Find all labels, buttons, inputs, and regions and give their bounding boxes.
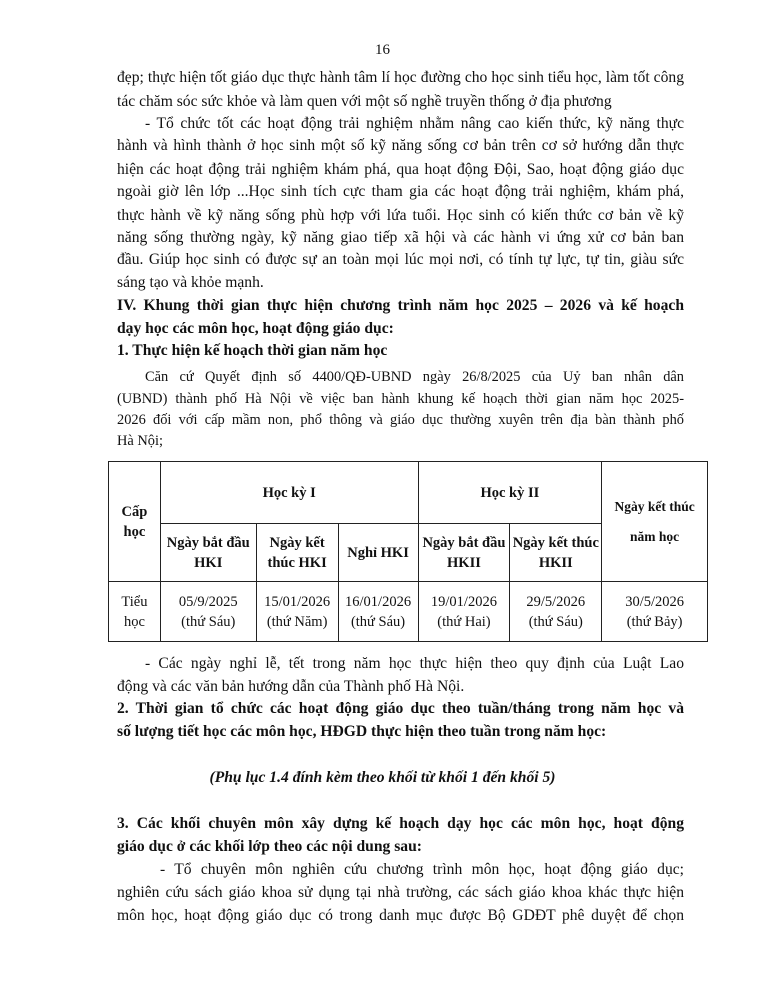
cell-date: 05/9/2025: [178, 593, 238, 610]
cell-date: 19/01/2026: [430, 593, 497, 610]
body-line: 2026 đối với cấp mầm non, phổ thông và giáo dục thường xuyên trên địa bàn thành phố: [117, 412, 684, 428]
cell-date: 30/5/2026: [625, 593, 684, 610]
header-start-hk2: Ngày bắt đầu HKII: [418, 524, 510, 582]
table-cell: [160, 582, 256, 642]
cell-day: (thứ Hai): [437, 613, 491, 630]
cell-day: (thứ Sáu): [350, 613, 406, 630]
header-break-hk1: Nghỉ HKI: [338, 524, 418, 582]
table-cell: [510, 582, 602, 642]
body-line: sáng tạo và khỏe mạnh.: [117, 274, 264, 291]
header-end-hk2: Ngày kết thúc HKII: [510, 524, 602, 582]
body-line: - Tổ chuyên môn nghiên cứu chương trình môn học, hoạt động giáo dục;: [160, 861, 684, 878]
body-line: thực hành về kỹ năng sống phù hợp với lứa tuổi. Học sinh có kiến thức cơ bản về kỹ: [117, 207, 684, 224]
body-line: hiện các hoạt động trải nghiệm khám phá, qua hoạt động Đội, Sao, hoạt động giáo dục: [117, 161, 684, 178]
header-hoc-ky-2: Học kỳ II: [418, 462, 602, 524]
header-end-of-year: Ngày kết thúc năm học: [602, 462, 708, 582]
school-year-schedule-table: [108, 461, 708, 642]
header-hoc-ky-1: Học kỳ I: [160, 462, 418, 524]
cell-date: 16/01/2026: [345, 593, 412, 610]
cell-date: 29/5/2026: [526, 593, 586, 610]
table-cell-cap-hoc: Tiểu học: [109, 582, 161, 642]
table-cell: [338, 582, 418, 642]
header-cap-hoc: Cấp học: [109, 462, 161, 582]
cell-day: (thứ Bảy): [626, 613, 683, 630]
body-line: Hà Nội;: [117, 433, 163, 449]
table-cell: [256, 582, 338, 642]
page-number: 16: [375, 42, 390, 58]
cell-day: (thứ Sáu): [528, 613, 583, 630]
cell-day: (thứ Năm): [266, 613, 328, 630]
body-line: (UBND) thành phố Hà Nội về việc ban hành khung kế hoạch thời gian năm học 2025-: [117, 391, 684, 407]
table-row: [109, 582, 708, 642]
subsection-heading: 3. Các khối chuyên môn xây dựng kế hoạch dạy học các môn học, hoạt động: [117, 815, 684, 832]
cell-day: (thứ Sáu): [181, 613, 236, 630]
table-cell: [602, 582, 708, 642]
body-line: nghiên cứu sách giáo khoa sử dụng tại nhà trường, các sách giáo khoa khác thực hiện: [117, 884, 684, 901]
body-line: hành và hình thành ở học sinh một số kỹ năng sống cơ bản trên cơ sở hướng dẫn thực: [117, 137, 684, 154]
section-heading: dạy học các môn học, hoạt động giáo dục:: [117, 320, 394, 337]
table-cell: [418, 582, 510, 642]
header-start-hk1: Ngày bắt đầu HKI: [160, 524, 256, 582]
subsection-heading: 1. Thực hiện kế hoạch thời gian năm học: [117, 342, 388, 359]
section-heading: IV. Khung thời gian thực hiện chương trình năm học 2025 – 2026 và kế hoạch: [117, 297, 684, 314]
body-line: Căn cứ Quyết định số 4400/QĐ-UBND ngày 26/8/2025 của Uỷ ban nhân dân: [145, 369, 684, 385]
body-line: đẹp; thực hiện tốt giáo dục thực hành tâm lí học đường cho học sinh tiểu học, làm tốt công: [117, 69, 684, 86]
subsection-heading: 2. Thời gian tổ chức các hoạt động giáo dục theo tuần/tháng trong năm học và: [117, 700, 684, 717]
body-line: ngoài giờ lên lớp ...Học sinh tích cực tham gia các hoạt động trải nghiệm, khám phá,: [117, 183, 684, 200]
body-line: động và các văn bản hướng dẫn của Thành phố Hà Nội.: [117, 678, 465, 695]
header-end-hk1: Ngày kết thúc HKI: [256, 524, 338, 582]
body-line: - Các ngày nghỉ lễ, tết trong năm học thực hiện theo quy định của Luật Lao: [145, 655, 684, 672]
body-line: môn học, hoạt động giáo dục có trong danh mục được Bộ GDĐT phê duyệt để chọn: [117, 907, 684, 924]
subsection-heading: số lượng tiết học các môn học, HĐGD thực hiện theo tuần trong năm học:: [117, 723, 607, 740]
body-line: đầu. Giúp học sinh có được sự an toàn mọi lúc mọi nơi, có tính tự lực, tự tin, giàu sức: [117, 251, 684, 268]
subsection-heading: giáo dục ở các khối lớp theo các nội dung sau:: [117, 838, 422, 855]
cell-date: 15/01/2026: [264, 593, 331, 610]
body-line: năng sống thường ngày, kỹ năng giao tiếp xã hội và các hành vi ứng xử cơ bản ban: [117, 229, 684, 246]
appendix-note: (Phụ lục 1.4 đính kèm theo khối từ khối 1 đến khối 5): [209, 769, 556, 786]
body-line: - Tổ chức tốt các hoạt động trải nghiệm nhằm nâng cao kiến thức, kỹ năng thực: [145, 115, 684, 132]
body-line: tác chăm sóc sức khỏe và làm quen với một số nghề truyền thống ở địa phương: [117, 93, 612, 110]
